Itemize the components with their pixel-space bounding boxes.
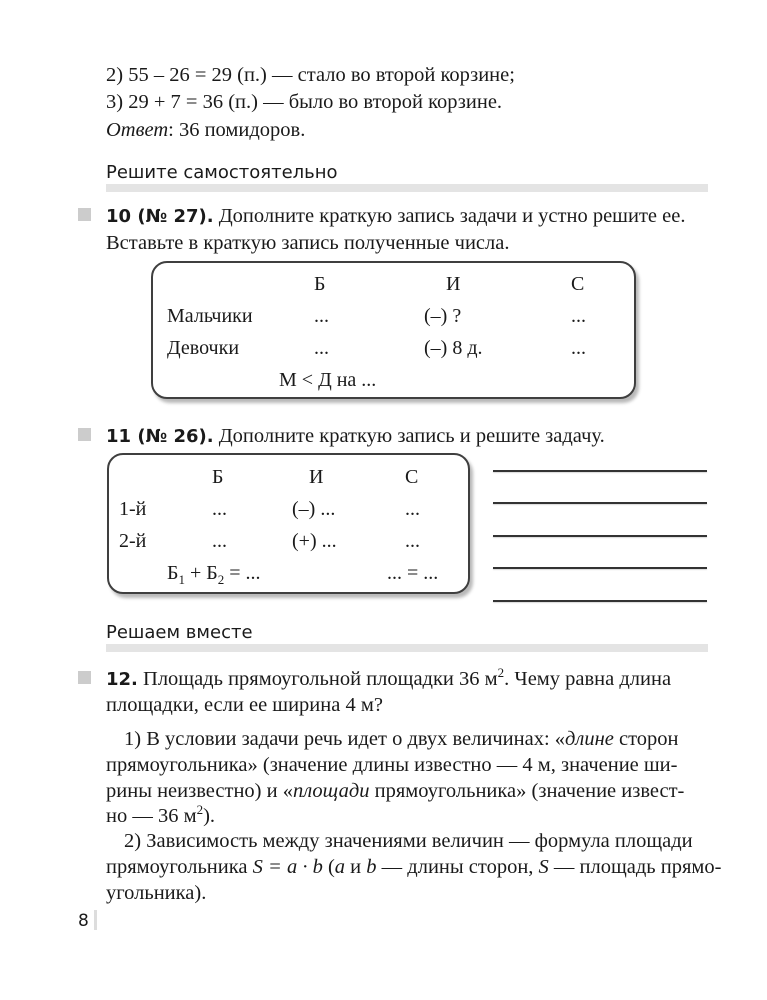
text: но — 36 м — [106, 805, 197, 827]
explanation-1-line-3 — [106, 778, 684, 804]
text: ( — [322, 856, 335, 878]
section-header-solve-yourself — [106, 162, 708, 192]
row-girls-i: (–) 8 д. — [424, 337, 483, 359]
italic-term-length: длине — [565, 728, 614, 750]
task-11-line-1 — [106, 423, 605, 450]
row-girls-c: ... — [571, 337, 586, 359]
subscript-1: 1 — [178, 572, 185, 587]
answer-text: : 36 помидоров. — [168, 119, 306, 141]
row-first-i: (–) ... — [292, 498, 336, 520]
text: прямоугольника — [106, 856, 253, 878]
table-footer-comparison: М < Д на ... — [279, 369, 377, 391]
text: прямоугольника» (значение извест- — [369, 780, 685, 802]
row-girls-b: ... — [314, 337, 329, 359]
solution-step-2: 2) 55 – 26 = 29 (п.) — стало во второй корзине; — [106, 64, 515, 86]
explanation-1-line-2: прямоугольника» (значение длины известно — 4 м, значение ши- — [106, 754, 678, 776]
row-label-first: 1-й — [119, 498, 147, 520]
superscript-2: 2 — [497, 665, 505, 681]
answer-line — [106, 117, 305, 143]
task-bullet-icon — [78, 671, 91, 684]
task-bullet-icon — [78, 208, 91, 221]
section-title: Решите самостоятельно — [106, 162, 338, 183]
superscript-2: 2 — [196, 802, 204, 818]
header-i: И — [309, 466, 324, 488]
variable-a: a — [334, 856, 346, 878]
explanation-1-line-1 — [124, 726, 679, 752]
task-11-number: 11 (№ 26). — [106, 426, 214, 447]
section-underline-bar — [106, 644, 708, 652]
answer-line-2[interactable] — [493, 502, 707, 504]
explanation-2-line-1: 2) Зависимость между значениями величин — формула площади — [124, 830, 693, 852]
task-12-line-2: площадки, если ее ширина 4 м? — [106, 694, 383, 716]
task-12-text-1b: . Чему равна длина — [504, 668, 672, 690]
header-b: Б — [314, 273, 326, 295]
explanation-1-line-4 — [106, 803, 215, 829]
row-label-boys: Мальчики — [167, 305, 253, 327]
italic-term-area: площади — [292, 780, 370, 802]
task-11-text: Дополните краткую запись и решите задачу. — [213, 425, 605, 447]
answer-label: Ответ — [106, 119, 169, 141]
table-footer-b-sum — [167, 562, 261, 585]
page-number-marker — [94, 910, 97, 930]
header-c: С — [571, 273, 585, 295]
explanation-2-line-2 — [106, 854, 722, 880]
task-10-number: 10 (№ 27). — [106, 206, 214, 227]
subscript-2: 2 — [217, 572, 225, 587]
section-header-solve-together — [106, 622, 708, 652]
task-10-short-note-box — [151, 261, 636, 399]
task-10-line-2: Вставьте в краткую запись полученные числа. — [106, 232, 510, 254]
task-11-short-note-box — [107, 453, 470, 594]
row-boys-c: ... — [571, 305, 586, 327]
row-label-second: 2-й — [119, 530, 147, 552]
header-c: С — [405, 466, 419, 488]
explanation-2-line-3: угольника). — [106, 882, 207, 904]
task-12-text-1: Площадь прямоугольной площадки 36 м — [137, 668, 498, 690]
solution-step-3: 3) 29 + 7 = 36 (п.) — было во второй корзине. — [106, 91, 503, 113]
text: сторон — [613, 728, 679, 750]
answer-line-3[interactable] — [493, 535, 707, 537]
row-label-girls: Девочки — [167, 337, 240, 359]
page-number: 8 — [78, 911, 89, 931]
row-boys-i: (–) ? — [424, 305, 462, 327]
header-i: И — [446, 273, 461, 295]
text: и — [345, 856, 367, 878]
plus-b-symbol: + Б — [184, 562, 218, 584]
header-b: Б — [212, 466, 224, 488]
text: ). — [203, 805, 216, 827]
section-title: Решаем вместе — [106, 622, 253, 643]
row-first-c: ... — [405, 498, 420, 520]
task-12-number: 12. — [106, 669, 138, 690]
variable-s: S — [538, 856, 549, 878]
task-10-text-1: Дополните краткую запись задачи и устно решите ее. — [213, 205, 686, 227]
row-second-b: ... — [212, 530, 227, 552]
task-bullet-icon — [78, 428, 91, 441]
text: — длины сторон, — [376, 856, 539, 878]
task-10-line-1 — [106, 203, 685, 230]
answer-line-4[interactable] — [493, 567, 707, 569]
task-12-line-1 — [106, 666, 671, 693]
row-boys-b: ... — [314, 305, 329, 327]
row-first-b: ... — [212, 498, 227, 520]
answer-line-1[interactable] — [493, 470, 707, 472]
text: рины неизвестно) и « — [106, 780, 293, 802]
answer-line-5[interactable] — [493, 600, 707, 602]
row-second-i: (+) ... — [292, 530, 337, 552]
section-underline-bar — [106, 184, 708, 192]
text: 1) В условии задачи речь идет о двух величинах: « — [124, 728, 566, 750]
equals-blank: = ... — [224, 562, 261, 584]
table-footer-c-result: ... = ... — [387, 562, 439, 584]
b-symbol: Б — [167, 562, 179, 584]
row-second-c: ... — [405, 530, 420, 552]
text: — площадь прямо- — [548, 856, 722, 878]
variable-b: b — [366, 856, 377, 878]
area-formula: S = a · b — [252, 856, 323, 878]
